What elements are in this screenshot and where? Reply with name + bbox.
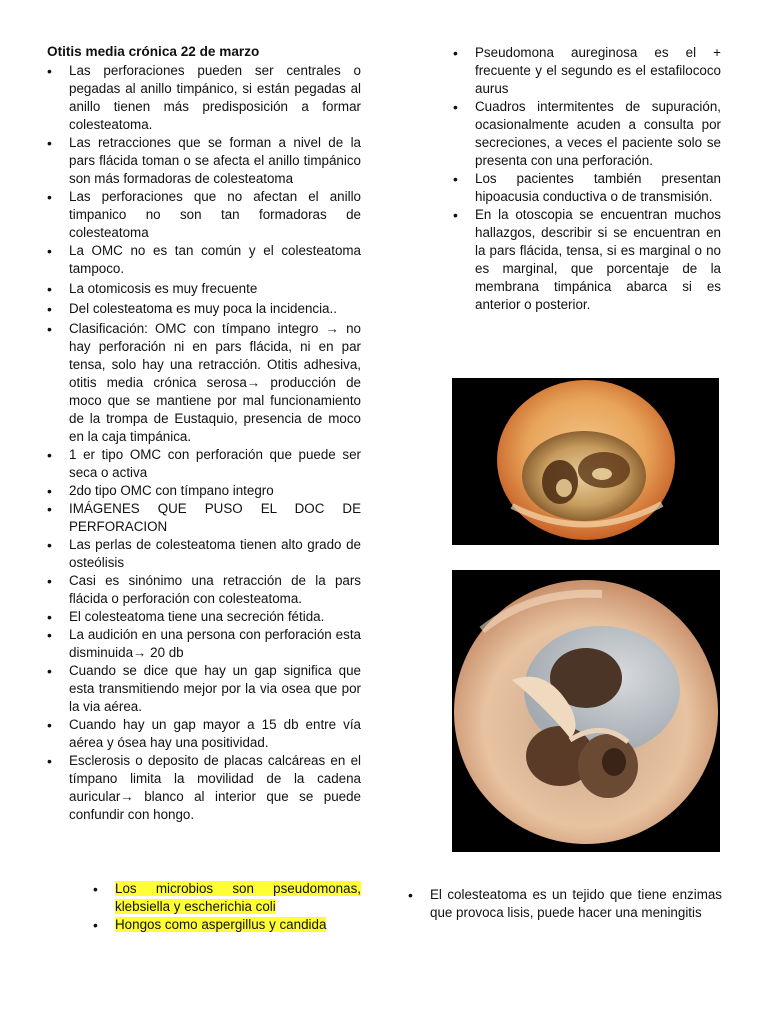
notes-list-left [47, 62, 361, 824]
notes-list-bottom [408, 886, 722, 922]
list-item: • Cuando se dice que hay un gap significa que esta transmitiendo mejor por la via osea que por la via aérea. [47, 662, 361, 716]
list-item: • Los pacientes también presentan hipoacusia conductiva o de transmisión. [453, 170, 721, 206]
list-item: • IMÁGENES QUE PUSO EL DOC DE PERFORACION [47, 500, 361, 536]
list-item: • La audición en una persona con perforación esta disminuida→ 20 db [47, 626, 361, 662]
list-item: • Las perlas de colesteatoma tienen alto grado de osteólisis [47, 536, 361, 572]
list-item: • Las perforaciones pueden ser centrales o pegadas al anillo timpánico, si están pegadas al anillo tienen más predisposición a formar colesteatoma. [47, 62, 361, 134]
list-item: • 2do tipo OMC con tímpano integro [47, 482, 361, 500]
list-item: • En la otoscopia se encuentran muchos hallazgos, describir si se encuentran en la pars flácida, tensa, si es marginal o no es marginal, que porcentaje de la membrana timpánica abarca si es anterior o posterior. [453, 206, 721, 314]
page-title: Otitis media crónica 22 de marzo [47, 44, 260, 59]
list-item: • Cuando hay un gap mayor a 15 db entre vía aérea y ósea hay una positividad. [47, 716, 361, 752]
list-item: • Las retracciones que se forman a nivel de la pars flácida toman o se afecta el anillo timpánico son más formadoras de colesteatoma [47, 134, 361, 188]
list-item: • La otomicosis es muy frecuente [47, 280, 361, 298]
notes-list-right [453, 44, 721, 314]
list-item: • Pseudomona aureginosa es el + frecuente y el segundo es el estafilococo aurus [453, 44, 721, 98]
list-item: • Las perforaciones que no afectan el anillo timpanico no son tan formadoras de colesteatoma [47, 188, 361, 242]
highlighted-list-item: • Los microbios son pseudomonas, klebsiella y escherichia coli [93, 880, 361, 916]
list-item: • El colesteatoma tiene una secreción fétida. [47, 608, 361, 626]
list-item: • Del colesteatoma es muy poca la incidencia.. [47, 300, 361, 318]
highlighted-list-item: • Hongos como aspergillus y candida [93, 916, 361, 934]
otoscopy-image-2 [452, 570, 720, 852]
list-item: • Esclerosis o deposito de placas calcáreas en el tímpano limita la movilidad de la cadena auricular→ blanco al interior que se puede confundir con hongo. [47, 752, 361, 824]
list-item: • Casi es sinónimo una retracción de la pars flácida o perforación con colesteatoma. [47, 572, 361, 608]
highlighted-list [93, 880, 361, 934]
list-item: • La OMC no es tan común y el colesteatoma tampoco. [47, 242, 361, 278]
list-item: • Cuadros intermitentes de supuración, ocasionalmente acuden a consulta por secreciones, a veces el paciente solo se presenta con una perforación. [453, 98, 721, 170]
list-item: • El colesteatoma es un tejido que tiene enzimas que provoca lisis, puede hacer una meningitis [408, 886, 722, 922]
list-item: • 1 er tipo OMC con perforación que puede ser seca o activa [47, 446, 361, 482]
list-item: • Clasificación: OMC con tímpano integro → no hay perforación ni en pars flácida, ni en par tensa, solo hay una retracción. Otitis adhesiva, otitis media crónica serosa→ producción de moco que se mantiene por mal funcionamiento de la trompa de Eustaquio, presencia de moco en la caja timpánica. [47, 320, 361, 446]
otoscopy-image-1 [452, 378, 719, 545]
